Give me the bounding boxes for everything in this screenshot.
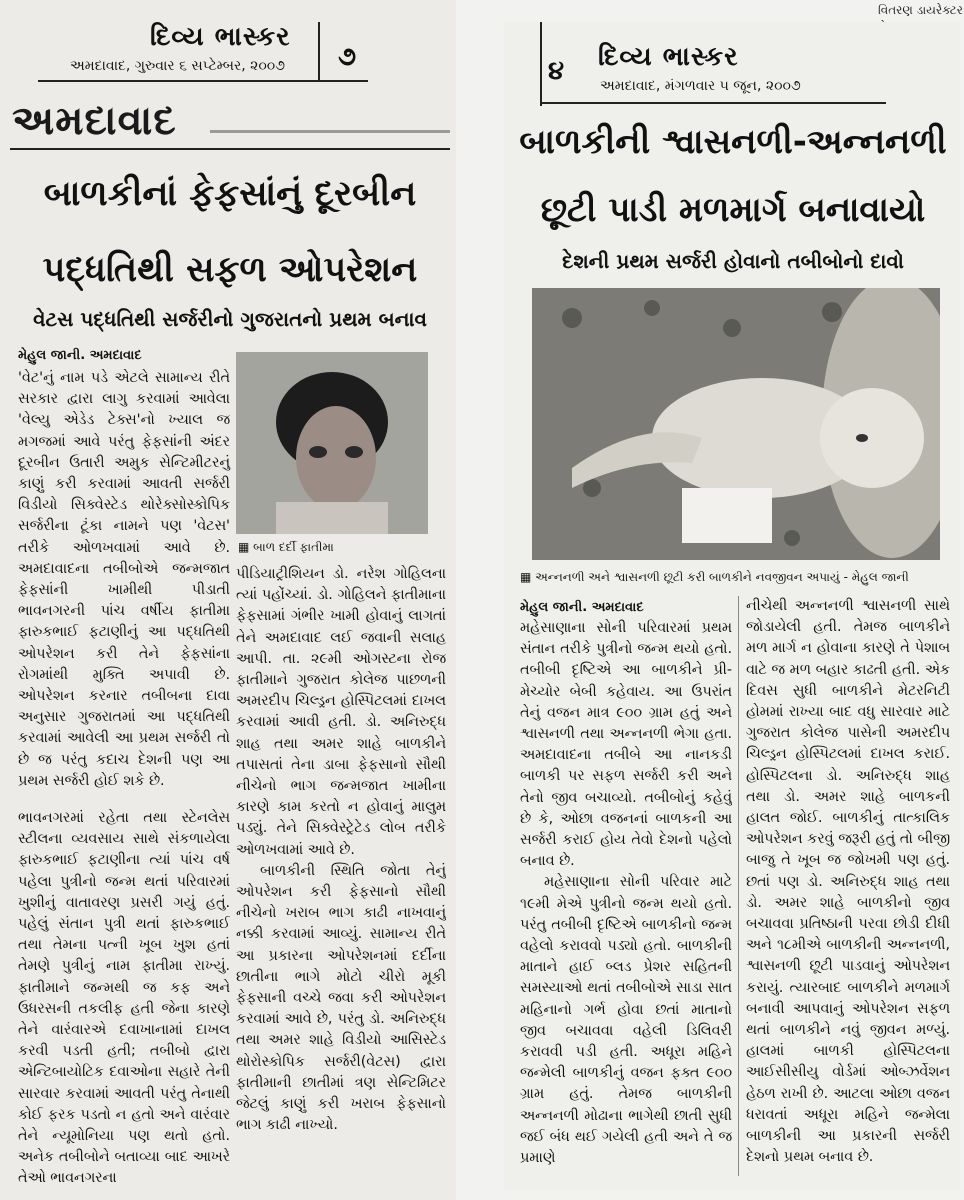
right-dateline: અમદાવાદ, મંગળવાર ૫ જૂન, ૨૦૦૭ (600, 78, 801, 94)
right-subhead: દેશની પ્રથમ સર્જરી હોવાનો તબીબોનો દાવો (562, 249, 904, 273)
right-col2-para1: નીચેથી અન્નનળી શ્વાસનળી સાથે જોડાયેલી હતી. તેમજ બાળકીને મળ માર્ગ ન હોવાના કારણે તે પેશાબ વાટે જ મળ બહાર કાઢતી હતી. એક દિવસ સુધી બાળકીને મેટરનિટી હોમમાં રાખ્યા બાદ વધુ સારવાર માટે ગુજરાત કોલેજ પાસેની અમરદીપ ચિલ્ડ્રન હોસ્પિટલમાં દાખલ કરાઈ. હોસ્પિટલના ડો. અનિરુદ્ધ શાહ તથા ડો. અમર શાહે બાળકની હાલત જોઈ. બાળકીનું તાત્કાલિક ઓપરેશન કરવું જરૂરી હતું તો બીજી બાજુ તે ખૂબ જ જોખમી પણ હતું. છતાં પણ ડો. અનિરુદ્ધ શાહ તથા ડો. અમર શાહે બાળકીનો જીવ બચાવવા પ્રતિષ્ઠાની પરવા છોડી દીધી અને ૧૮મીએ બાળકીની અન્નનળી, શ્વાસનળી છૂટી પાડવાનું ઓપરેશન કરાયું. ત્યારબાદ બાળકીને મળમાર્ગ બનાવી આપવાનું ઓપરેશન સફળ થતાં બાળકીને નવું જીવન મળ્યું. હાલમાં બાળકી હોસ્પિટલના આઈસીસીયુ વોર્ડમાં ઓબ્ઝર્વેશન હેઠળ રાખી છે. આટલા ઓછા વજન ધરાવતાં અધૂરા મહિને જન્મેલા બાળકીની આ પ્રકારની સર્જરી દેશનો પ્રથમ બનાવ છે. (746, 598, 950, 1166)
corner-text: વિતરણ ડાયરેક્ટર (878, 3, 963, 17)
left-page-number: ૭ (338, 42, 357, 72)
left-headline-line1: બાળકીનાં ફેફસાંનું દૂરબીન (43, 174, 417, 214)
masthead-divider (318, 22, 320, 82)
baby-photo-image (532, 288, 940, 560)
column-divider (738, 596, 739, 1176)
left-col2-para1: પીડિયાટ્રીશિયન ડો. નરેશ ગોહિલના ત્યાં પહોંચ્યાં. ડો. ગોહિલને ફાતીમાના ફેફસામાં ગંભીર ખામી હોવાનું લાગતાં તેને અમદાવાદ લઈ જવાની સલાહ આપી. તા. ૨૯મી ઓગસ્ટના રોજ ફાતીમાને ગુજરાત કોલેજ પાછળની અમરદીપ ચિલ્ડ્રન હોસ્પિટલમાં દાખલ કરવામાં આવી હતી. ડો. અનિરુદ્ધ શાહ તથા અમર શાહે બાળકીને તપાસતાં તેના ડાબા ફેફસાનો સૌથી નીચેનો ભાગ જન્મજાત ખામીના કારણે કામ કરતો ન હોવાનું માલુમ પડ્યું. તેને સિક્વેસ્ટ્રેટેડ લોબ તરીકે ઓળખવામાં આવે છે. (236, 566, 446, 858)
left-col2-para2: બાળકીની સ્થિતિ જોતા તેનું ઓપરેશન કરી ફેફસાનો સૌથી નીચેનો ખરાબ ભાગ કાઢી નાખવાનું નક્કી કરવામાં આવ્યું. સામાન્ય રીતે આ પ્રકારના ઓપરેશનમાં દર્દીના છાતીના ભાગે મોટો ચીરો મૂકી ફેફસાની વચ્ચે જવા કરી ઓપરેશન કરવામાં આવે છે, પરંતુ ડો. અનિરુદ્ધ તથા અમર શાહે વિડીયો આસિસ્ટેડ થોરોસ્કોપિક સર્જરી(વેટસ) દ્વારા ફાતીમાની છાતીમાં ત્રણ સેન્ટિમિટર જેટલું કાણું કરી ખરાબ ફેફસાનો ભાગ કાઢી નાખ્યો. (236, 862, 446, 1134)
left-column-2 (236, 564, 446, 1190)
right-photo-caption: ▦ અન્નનળી અને શ્વાસનળી છૂટી કરી બાળકીને નવજીવન અપાયું - મેહુલ જાની (520, 570, 909, 584)
girl-photo (236, 352, 428, 534)
left-col1-para2: ભાવનગરમાં રહેતા તથા સ્ટેનલેસ સ્ટીલના વ્યવસાય સાથે સંકળાયેલા ફારુકભાઈ ફટાણીના ત્યાં પાંચ વર્ષ પહેલા પુત્રીનો જન્મ થતાં પરિવારમાં ખુશીનું વાતાવરણ પ્રસરી ગયું હતું. પહેલું સંતાન પુત્રી થતાં ફારુકભાઈ તથા તેમના પત્ની ખૂબ ખુશ હતાં તેમણે પુત્રીનું નામ ફાતીમા રાખ્યું. ફાતીમાને જન્મથી જ કફ અને ઉધરસની તકલીફ હતી જેના કારણે તેને વારંવારએ દવાખાનામાં દાખલ કરવી પડતી હતી; તબીબો દ્વારા એન્ટિબાયોટિક દવાઓના સહારે તેની સારવાર કરવામાં આવતી પરંતુ તેનાથી કોઈ ફરક પડતો ન હતો અને વારંવાર તેને ન્યૂમોનિયા પણ થતો હતો. અનેક તબીબોને બતાવ્યા બાદ આખરે તેઓ ભાવનગરના (18, 810, 230, 1187)
left-byline: મેહુલ જાની. અમદાવાદ (18, 348, 142, 363)
left-masthead: દિવ્ય ભાસ્કર (150, 22, 291, 52)
left-headline-line2: પદ્ધતિથી સફળ ઓપરેશન (42, 250, 418, 290)
right-page-number: ૪ (548, 56, 565, 86)
left-dateline: અમદાવાદ, ગુરુવાર ૬ સપ્ટેમ્બર, ૨૦૦૭ (70, 58, 285, 74)
right-headline-line2: છૂટી પાડી મળમાર્ગ બનાવાયો (540, 190, 926, 230)
left-subhead: વેટસ પદ્ધતિથી સર્જરીનો ગુજરાતનો પ્રથમ બનાવ (33, 307, 427, 331)
left-column-1a (18, 368, 230, 792)
right-headline-line1: બાળકીની શ્વાસનળી-અન્નનળી (519, 122, 947, 162)
banner-rule (210, 130, 450, 133)
right-masthead-rule (540, 102, 886, 104)
right-column-2 (746, 596, 950, 1178)
right-col1-para2: મહેસાણાના સોની પરિવાર માટે ૧૯મી મેએ પુત્રીનો જન્મ થયો હતો. પરંતુ તબીબી દૃષ્ટિએ બાળકીનો જન્મ વહેલો કરાવવો પડ્યો હતો. બાળકીની માતાને હાઈ બ્લડ પ્રેશર સહિતની સમસ્યાઓ થતાં તબીબોએ સાડા સાત મહિનાનો ગર્ભ હોવા છતાં માતાનો જીવ બચાવવા વહેલી ડિલિવરી કરાવવી પડી હતી. અધૂરા મહિને જન્મેલી બાળકીનું વજન ફક્ત ૯૦૦ ગ્રામ હતું. તેમજ બાળકીની અન્નનળી મોઢાના ભાગેથી છાતી સુધી જઈ બંધ થઈ ગયેલી હતી અને તે જ પ્રમાણે (520, 874, 732, 1167)
left-photo-caption: ▦ બાળ દર્દી ફાતીમા (238, 540, 334, 554)
masthead-rule (38, 80, 368, 82)
right-byline: મેહુલ જાની. અમદાવાદ (520, 600, 644, 615)
left-column-1b (18, 808, 230, 1188)
city-banner: અમદાવાદ (12, 98, 177, 144)
right-masthead: દિવ્ય ભાસ્કર (598, 42, 739, 72)
right-masthead-divider (540, 22, 542, 106)
baby-photo (532, 288, 940, 560)
right-col1-para1: મહેસાણાના સોની પરિવારમાં પ્રથમ સંતાન તરીકે પુત્રીનો જન્મ થયો હતો. તબીબી દૃષ્ટિએ આ બાળકીને પ્રી-મેચ્યોર બેબી કહેવાય. આ ઉપરાંત તેનું વજન માત્ર ૯૦૦ ગ્રામ હતું અને શ્વાસનળી તથા અન્નનળી ભેગા હતા. અમદાવાદના તબીબે આ નાનકડી બાળકી પર સફળ સર્જરી કરી અને તેનો જીવ બચાવ્યો. તબીબોનું કહેવું છે કે, ઓછા વજનનાં બાળકની આ સર્જરી કરાઈ હોય તેવો દેશનો પહેલો બનાવ છે. (520, 620, 732, 870)
left-col1-para1: 'વેટ'નું નામ પડે એટલે સામાન્ય રીતે સરકાર દ્વારા લાગુ કરવામાં આવેલા 'વેલ્યુ એડેડ ટેક્સ'નો ખ્યાલ જ મગજમાં આવે પરંતુ ફેફસાંની અંદર દૂરબીન ઉતારી અમુક સેન્ટિમીટરનું કાણું કરી કરવામાં આવતી સર્જરી વિડીયો સિક્વેસ્ટેડ થોરેક્સોસ્કોપિક સર્જરીના ટૂંકા નામને પણ 'વેટસ' તરીકે ઓળખવામાં આવે છે. અમદાવાદના તબીબોએ જન્મજાત ફેફસાંની ખામીથી પીડાતી ભાવનગરની પાંચ વર્ષીય ફાતીમા ફારુકભાઈ ફટાણીનું આ પદ્ધતિથી ઓપરેશન કરી તેને ફેફસાંના રોગમાંથી મુક્તિ અપાવી છે. ઓપરેશન કરનાર તબીબના દાવા અનુસાર ગુજરાતમાં આ પદ્ધતિથી કરવામાં આવેલી આ પ્રથમ સર્જરી તો છે જ પરંતુ કદાચ દેશની પણ આ પ્રથમ સર્જરી હોઈ શકે છે. (18, 370, 230, 789)
girl-photo-image (236, 352, 428, 534)
headline-top-rule (10, 148, 450, 150)
right-column-1 (520, 618, 732, 1178)
right-newspaper-clipping (504, 22, 960, 1190)
left-newspaper-clipping (0, 0, 456, 1200)
